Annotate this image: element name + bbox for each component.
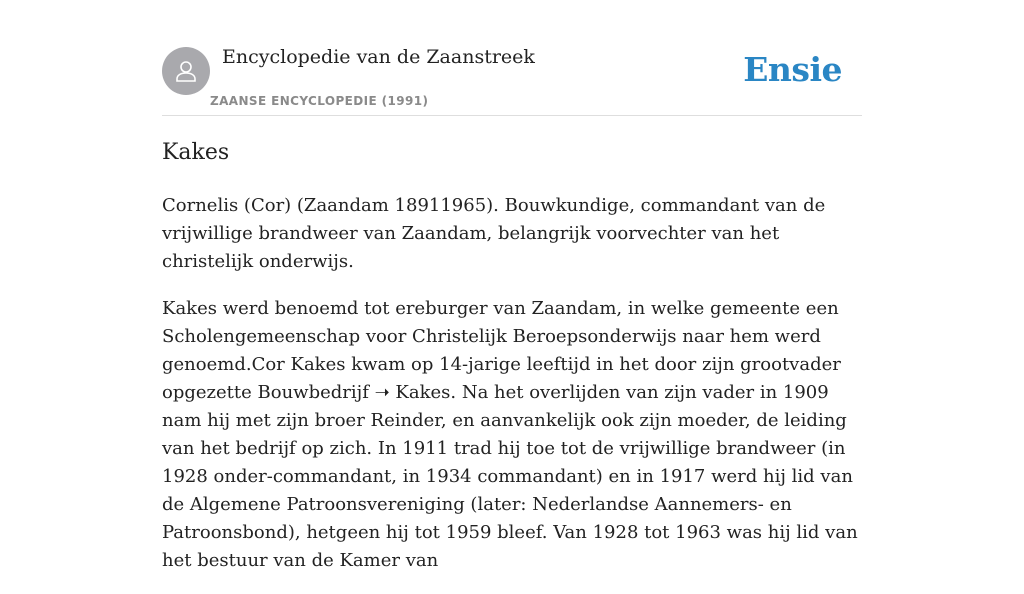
source-name-link[interactable]: Encyclopedie van de Zaanstreek — [222, 46, 535, 68]
user-icon — [172, 57, 200, 85]
article-paragraph: Kakes werd benoemd tot ereburger van Zaandam, in welke gemeente een Scholengemeenschap voor Christelijk Beroepsonderwijs naar hem werd genoemd.Cor Kakes kwam op 14-jarige leeftijd in het door zijn grootvader opgezette Bouwbedrijf ➝ Kakes. Na het overlijden van zijn vader in 1909 nam hij met zijn broer Reinder, en aanvankelijk ook zijn moeder, de leiding van het bedrijf op zich. In 1911 trad hij toe tot de vrijwillige brandweer (in 1928 onder-commandant, in 1934 commandant) en in 1917 werd hij lid van de Algemene Patroonsvereniging (later: Nederlandse Aannemers- en Patroonsbond), hetgeen hij tot 1959 bleef. Van 1928 tot 1963 was hij lid van het bestuur van de Kamer van — [162, 298, 858, 571]
source-avatar[interactable] — [162, 47, 210, 95]
header-divider — [162, 115, 862, 116]
ensie-logo[interactable]: Ensie — [743, 50, 842, 89]
article-title: Kakes — [162, 140, 230, 165]
article-body — [162, 192, 862, 594]
article-paragraph: Cornelis (Cor) (Zaandam 18911965). Bouwkundige, commandant van de vrijwillige brandweer van Zaandam, belangrijk voorvechter van het christelijk onderwijs. — [162, 195, 826, 272]
source-subtitle: ZAANSE ENCYCLOPEDIE (1991) — [210, 94, 429, 108]
